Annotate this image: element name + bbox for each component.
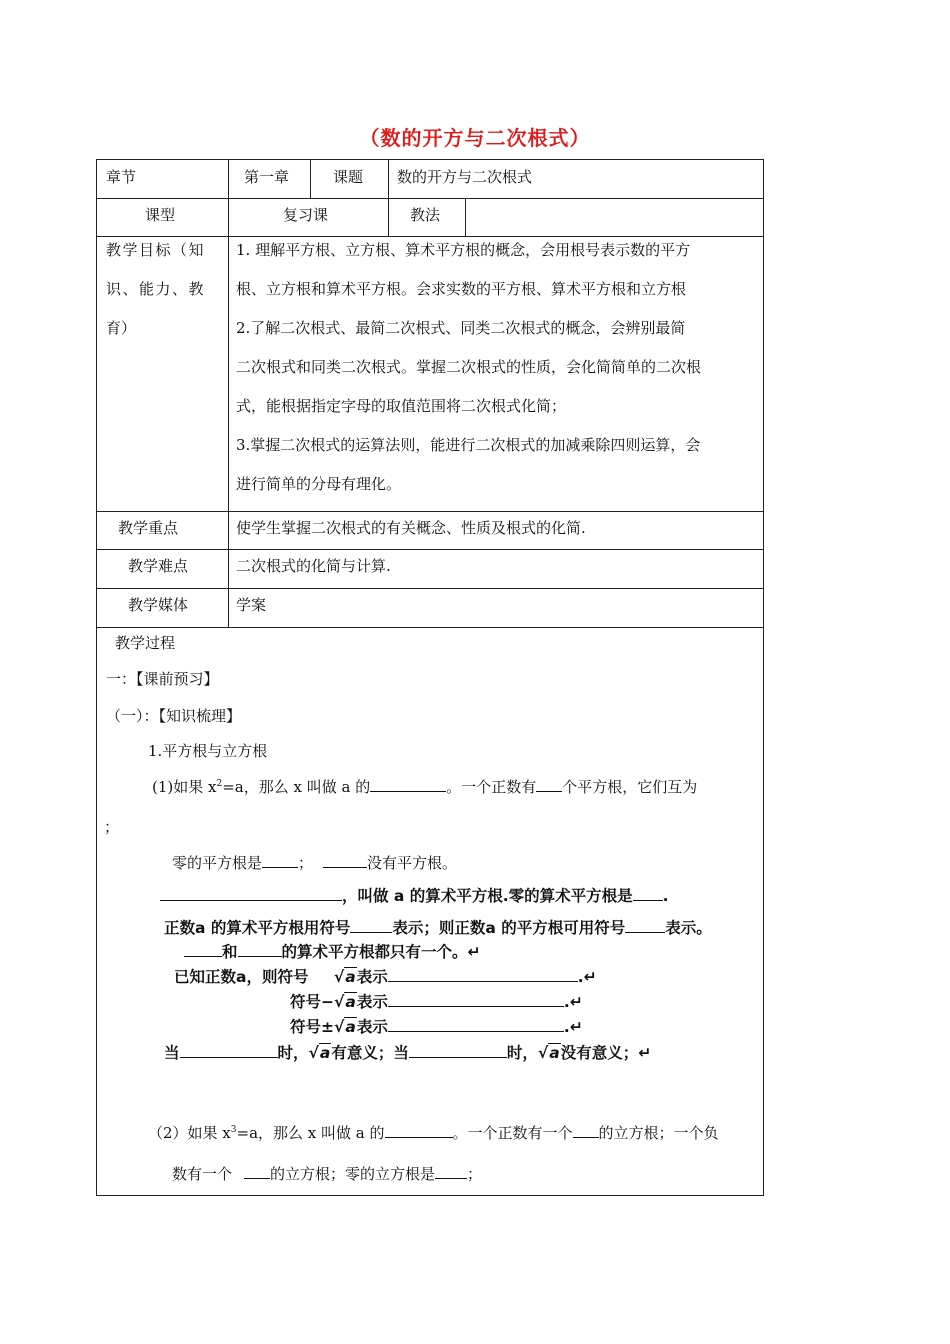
radicand: a — [345, 968, 356, 986]
column-divider — [228, 159, 229, 627]
radicand: a — [319, 1044, 331, 1062]
image-text: .↵ — [563, 993, 583, 1011]
question-text: ； — [467, 1165, 483, 1183]
image-line — [290, 1015, 583, 1037]
key-point-label: 教学重点 — [118, 519, 179, 537]
objectives-label-line: 育） — [106, 319, 137, 337]
answer-blank[interactable] — [238, 942, 282, 957]
lesson-type-value: 复习课 — [283, 206, 329, 224]
objectives-text — [236, 231, 701, 504]
question-text: （2）如果 x — [148, 1124, 231, 1142]
question-text: ； — [104, 818, 120, 836]
topic-value: 数的开方与二次根式 — [397, 168, 533, 186]
image-line — [164, 916, 712, 938]
section-heading: 一：【课前预习】 — [106, 670, 219, 688]
objective-line: 1. 理解平方根、立方根、算术平方根的概念，会用根号表示数的平方 — [236, 241, 691, 259]
image-text: . — [662, 887, 669, 905]
key-point-value: 使学生掌握二次根式的有关概念、性质及根式的化简. — [236, 519, 586, 537]
question-text: 。一个正数有 — [446, 778, 537, 796]
question-text: 个平方根，它们互为 — [562, 778, 698, 796]
question-text: 没有平方根。 — [367, 854, 458, 872]
image-text: 表示 — [356, 968, 388, 986]
row-divider — [96, 549, 764, 550]
radicand: a — [345, 1018, 356, 1036]
answer-blank[interactable] — [160, 886, 342, 901]
exponent: 3 — [230, 1125, 237, 1135]
image-text: 正数a 的算术平方根用符号 — [164, 919, 351, 937]
question-text: ； — [298, 854, 314, 872]
image-text: 符号− — [290, 993, 334, 1011]
item-heading: 1.平方根与立方根 — [148, 742, 268, 760]
objective-line: 3.掌握二次根式的运算法则，能进行二次根式的加减乘除四则运算，会 — [236, 436, 701, 454]
column-divider — [310, 159, 311, 199]
question-text: 数有一个 — [172, 1165, 233, 1183]
objective-line: 式，能根据指定字母的取值范围将二次根式化简； — [236, 397, 567, 415]
image-text: 时， — [506, 1044, 538, 1062]
objective-line: 2.了解二次根式、最简二次根式、同类二次根式的概念，会辨别最简 — [236, 319, 686, 337]
chapter-value: 第一章 — [244, 168, 290, 186]
row-divider — [96, 627, 764, 628]
answer-blank[interactable] — [536, 777, 562, 792]
sqrt-symbol — [334, 1018, 357, 1036]
image-line — [290, 990, 583, 1012]
radical-sign: √ — [333, 968, 345, 986]
answer-blank[interactable] — [180, 1043, 278, 1058]
answer-blank[interactable] — [184, 942, 222, 957]
answer-blank[interactable] — [633, 886, 663, 901]
question-text: 。一个正数有一个 — [452, 1124, 573, 1142]
image-line — [164, 1041, 651, 1063]
question-2-line — [148, 1122, 719, 1143]
image-line — [174, 965, 597, 987]
image-text: 已知正数a，则符号 — [174, 968, 309, 986]
image-text: .↵ — [577, 968, 597, 986]
row-divider — [96, 198, 764, 199]
question-text: (1)如果 x — [152, 778, 217, 796]
topic-label: 课题 — [333, 168, 364, 186]
question-text: 的立方根；一个负 — [598, 1124, 719, 1142]
question-text: 的立方根；零的立方根是 — [270, 1165, 436, 1183]
sqrt-symbol — [309, 1044, 332, 1062]
teaching-method-label: 教法 — [410, 206, 441, 224]
objective-line: 二次根式和同类二次根式。掌握二次根式的性质，会化简简单的二次根 — [236, 358, 702, 376]
difficulty-value: 二次根式的化简与计算. — [236, 557, 391, 575]
exponent: 2 — [216, 779, 223, 789]
image-text: 有意义；当 — [331, 1044, 409, 1062]
image-text: .↵ — [563, 1018, 583, 1036]
image-text: 和 — [222, 943, 238, 961]
image-text: 表示 — [356, 993, 388, 1011]
media-label: 教学媒体 — [128, 596, 189, 614]
image-text: ，叫做 a 的算术平方根.零的算术平方根是 — [342, 887, 633, 905]
sqrt-symbol — [334, 968, 357, 986]
lesson-type-label: 课型 — [145, 206, 176, 224]
difficulty-label: 教学难点 — [128, 557, 189, 575]
question-1-line — [152, 776, 697, 797]
document-title: （数的开方与二次根式） — [359, 126, 591, 150]
answer-blank[interactable] — [385, 1123, 453, 1138]
sqrt-symbol — [538, 1044, 561, 1062]
answer-blank[interactable] — [435, 1164, 467, 1179]
column-divider — [388, 159, 389, 236]
objectives-label — [106, 231, 205, 348]
objectives-label-line: 识、能力、教 — [106, 280, 206, 298]
image-line — [160, 884, 669, 906]
answer-blank[interactable] — [388, 967, 578, 982]
image-text: 表示 — [356, 1018, 388, 1036]
row-divider — [96, 511, 764, 512]
question-text: 零的平方根是 — [172, 854, 263, 872]
objectives-label-line: 教学目标（知 — [106, 241, 206, 259]
radical-sign: √ — [308, 1044, 319, 1062]
image-line — [184, 940, 481, 962]
objective-line: 进行简单的分母有理化。 — [236, 475, 402, 493]
answer-blank[interactable] — [388, 1017, 564, 1032]
image-text: 没有意义；↵ — [560, 1044, 652, 1062]
answer-blank[interactable] — [573, 1123, 599, 1138]
radicand: a — [345, 993, 356, 1011]
answer-blank[interactable] — [350, 918, 392, 933]
question-1-line-2 — [172, 852, 457, 873]
answer-blank[interactable] — [388, 992, 564, 1007]
radical-sign: √ — [334, 1018, 345, 1036]
image-text: 表示。 — [665, 919, 712, 937]
question-text: =a，那么 x 叫做 a 的 — [236, 1124, 385, 1142]
sqrt-symbol — [334, 993, 357, 1011]
subsection-heading: （一）：【知识梳理】 — [106, 707, 242, 725]
radicand: a — [549, 1044, 560, 1062]
answer-blank[interactable] — [370, 777, 446, 792]
answer-blank[interactable] — [625, 918, 665, 933]
row-divider — [96, 588, 764, 589]
radical-sign: √ — [537, 1044, 549, 1062]
media-value: 学案 — [236, 596, 267, 614]
image-text: 当 — [164, 1044, 180, 1062]
image-text: 时， — [277, 1044, 309, 1062]
question-text: =a，那么 x 叫做 a 的 — [222, 778, 371, 796]
image-text: 的算术平方根都只有一个。↵ — [281, 943, 481, 961]
answer-blank[interactable] — [409, 1043, 507, 1058]
question-2-line-2 — [172, 1163, 482, 1184]
image-text: 表示；则正数a 的平方根可用符号 — [392, 919, 626, 937]
objective-line: 根、立方根和算术平方根。会求实数的平方根、算术平方根和立方根 — [236, 280, 687, 298]
radical-sign: √ — [334, 993, 345, 1011]
image-text: 符号± — [290, 1018, 334, 1036]
process-heading: 教学过程 — [115, 634, 176, 652]
answer-blank[interactable] — [244, 1164, 270, 1179]
answer-blank[interactable] — [323, 853, 367, 868]
answer-blank[interactable] — [262, 853, 298, 868]
chapter-label: 章节 — [106, 168, 137, 186]
